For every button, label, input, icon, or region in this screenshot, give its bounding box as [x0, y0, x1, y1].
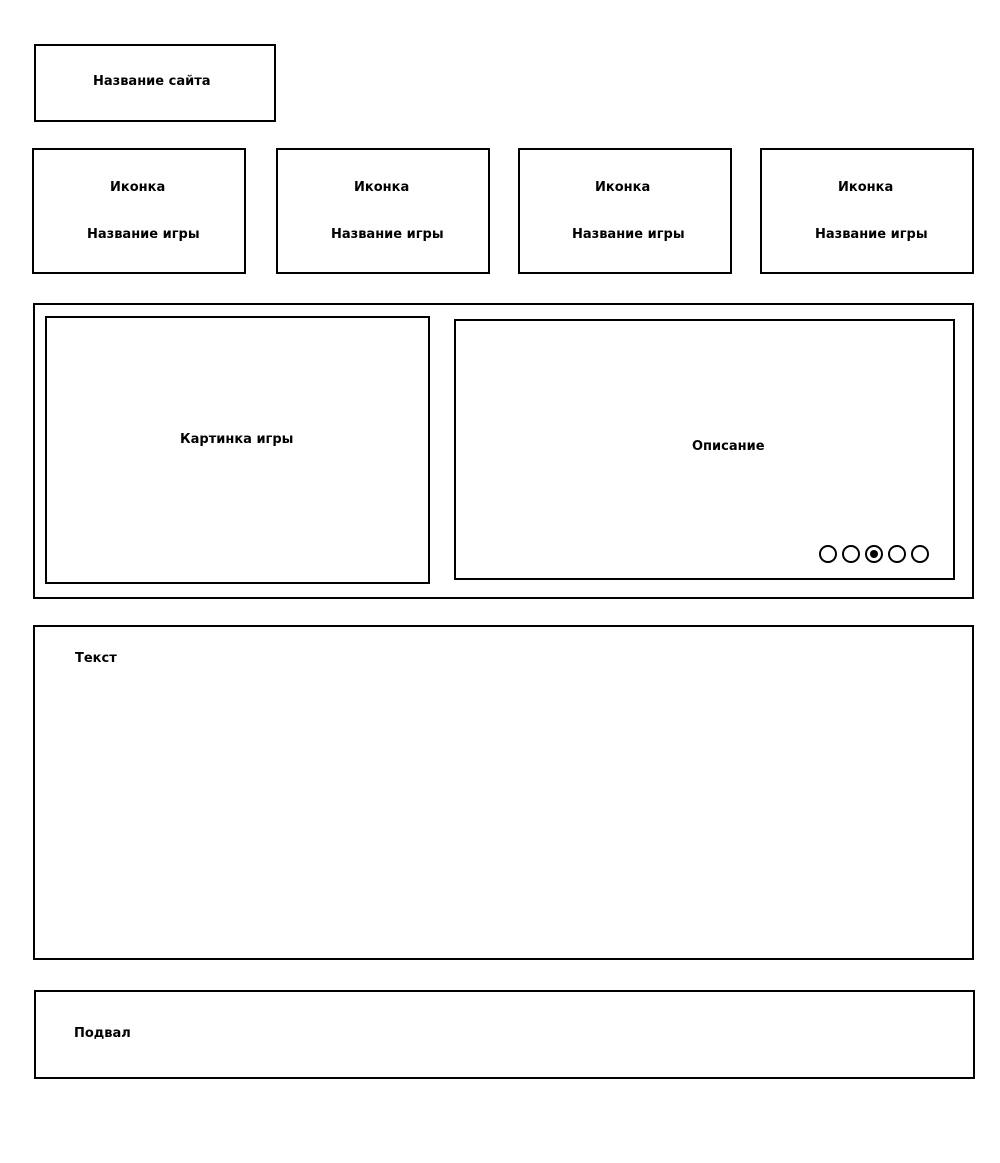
text-label: Текст [75, 651, 117, 666]
game-title: Название игры [87, 227, 200, 242]
game-icon-placeholder: Иконка [354, 180, 410, 195]
game-image-placeholder[interactable] [45, 316, 430, 584]
pagination-dot-active[interactable] [865, 545, 883, 563]
game-card[interactable] [276, 148, 490, 274]
game-icon-placeholder: Иконка [595, 180, 651, 195]
site-title: Название сайта [93, 74, 211, 89]
footer [34, 990, 975, 1079]
pagination-dot[interactable] [911, 545, 929, 563]
game-image-label: Картинка игры [180, 432, 294, 447]
text-content-box [33, 625, 974, 960]
footer-label: Подвал [74, 1026, 131, 1041]
description-box [454, 319, 955, 580]
pagination-dot[interactable] [842, 545, 860, 563]
description-label: Описание [692, 439, 765, 454]
game-title: Название игры [331, 227, 444, 242]
game-icon-placeholder: Иконка [110, 180, 166, 195]
game-title: Название игры [815, 227, 928, 242]
site-title-box[interactable] [34, 44, 276, 122]
game-card[interactable] [32, 148, 246, 274]
game-card[interactable] [760, 148, 974, 274]
game-card[interactable] [518, 148, 732, 274]
game-icon-placeholder: Иконка [838, 180, 894, 195]
game-title: Название игры [572, 227, 685, 242]
pagination-dot[interactable] [819, 545, 837, 563]
slider-pagination [819, 545, 929, 563]
pagination-dot[interactable] [888, 545, 906, 563]
